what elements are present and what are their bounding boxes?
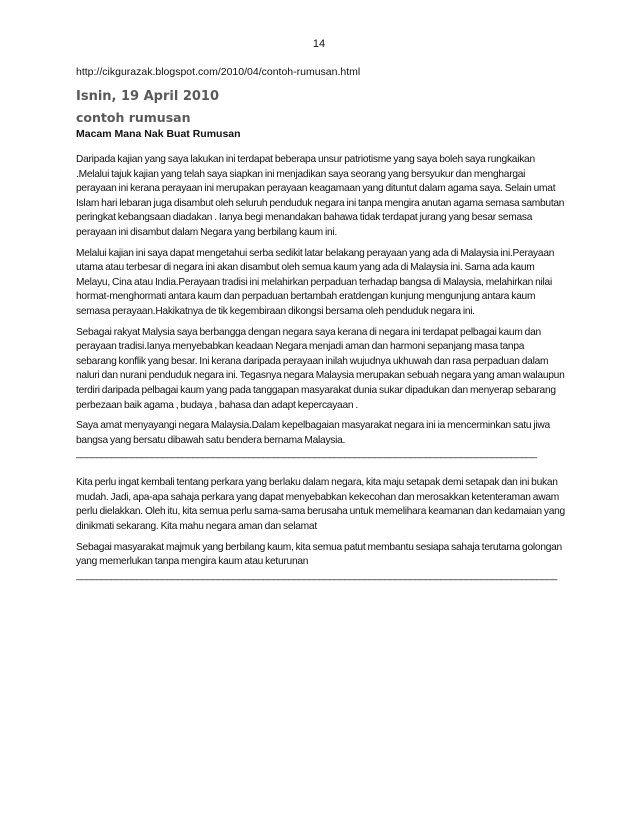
document-content [76, 66, 566, 594]
source-url[interactable]: http://cikgurazak.blogspot.com/2010/04/contoh-rumusan.html [76, 66, 361, 78]
paragraph-6: Sebagai masyarakat majmuk yang berbilang kaum, kita semua patut membantu sesiapa sahaja terutama golongan yang memerlukan tanpa mengira kaum atau keturunan [76, 541, 562, 568]
post-subtitle: Macam Mana Nak Buat Rumusan [76, 128, 241, 140]
separator-line-2: _______________________________________________________________________________________________ [76, 569, 557, 581]
post-date: Isnin, 19 April 2010 [76, 89, 220, 104]
paragraph-1: Daripada kajian yang saya lakukan ini terdapat beberapa unsur patriotisme yang saya boleh saya rungkaikan .Melalui tajuk kajian yang telah saya siapkan ini menjadikan saya seorang yang bersyukur dan menghargai perayaan ini kerana perayaan ini merupakan perayaan keagamaan yang dituntut dalam agama saya. Selain umat Islam hari lebaran juga disambut oleh seluruh penduduk negara ini tanpa mengira anutan agama semasa sambutan peringkat kebangsaan diadakan . Ianya begi menandakan bahawa tidak terdapat jurang yang besar semasa perayaan ini disambut dalam Negara yang berbilang kaum ini. [76, 154, 565, 238]
page-number: 14 [312, 38, 326, 50]
paragraph-3: Sebagai rakyat Malysia saya berbangga dengan negara saya kerana di negara ini terdapat pelbagai kaum dan perayaan tradisi.Ianya menyebabkan keadaan Negara menjadi aman dan harmoni sepanjang masa tanpa sebarang konflik yang besar. Ini kerana daripada perayaan inilah wujudnya ukhuwah dan rasa perpaduan dalam naluri dan nurani penduduk negara ini. Tegasnya negara Malaysia merupakan sebuah negara yang aman walaupun terdiri daripada pelbagai kaum yang pada tanggapan masyarakat dunia sukar dipadukan dan menyerap sebarang perbezaan baik agama , budaya , bahasa dan adapt kepercayaan . [76, 326, 565, 411]
paragraph-4: Saya amat menyayangi negara Malaysia.Dalam kepelbagaian masyarakat negara ini ia mencerminkan satu jiwa bangsa yang bersatu dibawah satu bendera bernama Malaysia. [76, 420, 550, 446]
post-title[interactable]: contoh rumusan [76, 110, 191, 125]
paragraph-2: Melalui kajian ini saya dapat mengetahui serba sedikit latar belakang perayaan yang ada di Malaysia ini.Perayaan utama atau terbesar di negara ini akan disambut oleh semua kaum yang ada di Malaysia ini. Sama ada kaum Melayu, Cina atau India.Perayaan tradisi ini melahirkan perpaduan terhadap bangsa di Malaysia, melahirkan nilai hormat-menghormati antara kaum dan perpaduan bertambah eratdengan kunjung mengunjung antara kaum semasa perayaan.Hakikatnya de tik kegembiraan dikongsi bersama oleh penduduk negara ini. [76, 247, 555, 317]
paragraph-5: Kita perlu ingat kembali tentang perkara yang berlaku dalam negara, kita maju setapak demi setapak dan ini bukan mudah. Jadi, apa-apa sahaja perkara yang dapat menyebabkan kekecohan dan merosakkan ketenteraman awam perlu dielakkan. Oleh itu, kita semua perlu sama-sama berusaha untuk memelihara keamanan dan kedamaian yang dinikmati sekarang. Kita mahu negara aman dan selamat [76, 477, 565, 533]
separator-line-1: ___________________________________________________________________________________________ [76, 448, 537, 460]
